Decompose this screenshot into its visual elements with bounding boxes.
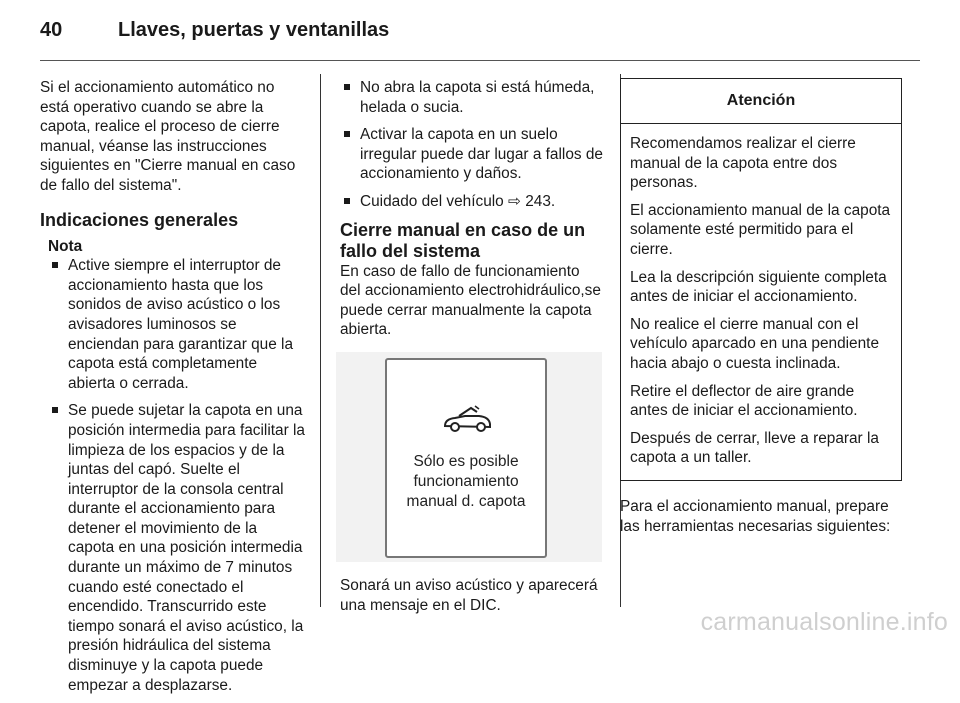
after-display-paragraph: Sonará un aviso acústico y aparecerá una mensaje en el DIC. — [340, 576, 598, 614]
dic-message: Sólo es posible funcionamiento manual d. capota — [406, 452, 526, 510]
note-bullet-list — [48, 256, 306, 695]
convertible-car-icon — [441, 404, 493, 434]
bullet-square-icon — [344, 198, 350, 204]
list-item: Se puede sujetar la capota en una posición intermedia para facilitar la limpieza de los espacios y de la juntas del capó. Suelte el interruptor de la consola central durante el accionamiento para detener el movimiento de la capota en una posición intermedia durante un máximo de 7 minutos cuando esté conectado el encendido. Transcurrido este tiempo sonará el aviso acústico, la presión hidráulica del sistema disminuye y la capota puede empezar a desplazarse. — [48, 401, 306, 695]
attention-paragraph: Después de cerrar, lleve a reparar la capota a un taller. — [630, 429, 879, 467]
note-label: Nota — [48, 237, 83, 255]
warning-bullet-list — [340, 78, 604, 212]
attention-paragraph: Retire el deflector de aire grande antes de iniciar el accionamiento. — [630, 382, 858, 420]
attention-paragraph: No realice el cierre manual con el vehículo aparcado en una pendiente hacia abajo o cuesta inclinada. — [630, 315, 880, 372]
attention-box — [620, 78, 902, 481]
attention-paragraph: Lea la descripción siguiente completa antes de iniciar el accionamiento. — [630, 268, 887, 306]
page-header — [40, 14, 920, 54]
bullet-square-icon — [344, 131, 350, 137]
column-2 — [340, 78, 604, 625]
list-item: Activar la capota en un suelo irregular puede dar lugar a fallos de accionamiento y daños. — [340, 125, 604, 184]
tools-paragraph: Para el accionamiento manual, prepare las herramientas necesarias siguientes: — [620, 497, 891, 535]
attention-paragraph: Recomendamos realizar el cierre manual de la capota entre dos personas. — [630, 135, 856, 192]
attention-body — [621, 124, 901, 480]
list-item: No abra la capota si está húmeda, helada o sucia. — [340, 78, 604, 117]
reference-link[interactable]: 243. — [525, 192, 556, 210]
bullet-square-icon — [52, 262, 58, 268]
attention-paragraph: El accionamiento manual de la capota solamente esté permitido para el cierre. — [630, 201, 891, 258]
reference-arrow-icon: ⇨ — [508, 192, 521, 210]
watermark: carmanualsonline.info — [700, 608, 948, 636]
section-heading-general: Indicaciones generales — [40, 209, 239, 230]
section-heading-manual-close: Cierre manual en caso de un fallo del sistema — [340, 219, 586, 261]
dic-display-illustration — [336, 352, 602, 562]
intro-paragraph: Si el accionamiento automático no está operativo cuando se abre la capota, realice el proceso de cierre manual, véanse las instrucciones siguientes en "Cierre manual en caso de fallo del sistema". — [40, 79, 296, 194]
page-number: 40 — [40, 19, 63, 41]
header-divider — [40, 60, 920, 61]
column-3 — [620, 78, 902, 546]
attention-title: Atención — [621, 79, 901, 124]
manual-close-paragraph: En caso de fallo de funcionamiento del accionamiento electrohidráulico,se puede cerrar manualmente la capota abierta. — [340, 262, 601, 339]
list-item: Active siempre el interruptor de accionamiento hasta que los sonidos de aviso acústico o los avisadores luminosos se enciendan para garantizar que la capota está completamente abierta o cerrada. — [48, 256, 306, 393]
column-divider-1 — [320, 74, 321, 607]
bullet-square-icon — [52, 407, 58, 413]
bullet-square-icon — [344, 84, 350, 90]
column-1 — [40, 78, 306, 703]
list-item: Cuidado del vehículo ⇨ 243. — [340, 192, 604, 212]
page-title: Llaves, puertas y ventanillas — [118, 19, 390, 41]
dic-display-screen — [385, 358, 547, 558]
